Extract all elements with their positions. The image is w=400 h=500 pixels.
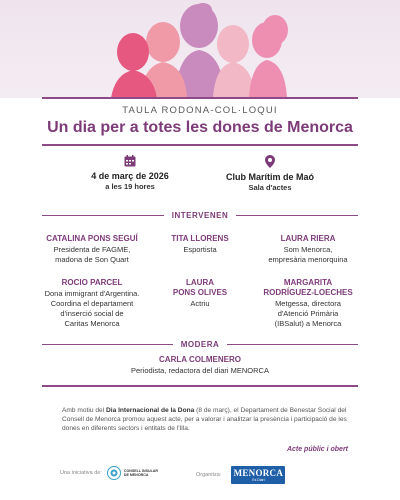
speaker-role: Esportista	[183, 245, 217, 254]
moderator-block	[0, 355, 400, 375]
speaker-name: LAURA PONS OLIVES	[172, 278, 228, 297]
organizer-footer	[196, 466, 285, 484]
speaker-name: TITA LLORENS	[171, 234, 229, 243]
speakers-section-header	[42, 211, 358, 220]
speaker-role: Metgessa, directora d'Atenció Primària (IBSalut) a Menorca	[274, 299, 342, 328]
menorca-logo-text: MENORCA	[233, 467, 284, 478]
public-event-note: Acte públic i obert	[286, 446, 348, 453]
speaker-card	[34, 234, 150, 265]
section-line-right	[236, 215, 358, 217]
speaker-role: Presidenta de FAGME, madona de Son Quart	[53, 245, 131, 264]
moderator-name: CARLA COLMENERO	[159, 355, 241, 364]
location-pin-icon	[265, 155, 275, 168]
speakers-label: INTERVENEN	[171, 211, 229, 220]
header-banner	[0, 0, 400, 98]
moderator-label: MODERA	[180, 340, 220, 349]
section-line-left	[42, 215, 164, 217]
speaker-name: LAURA RIERA	[280, 234, 336, 243]
initiative-label: Una iniciativa de:	[60, 470, 102, 476]
venue-block	[190, 155, 350, 192]
event-date: 4 de març de 2026	[91, 171, 169, 181]
section-line-right	[227, 344, 358, 346]
speaker-card	[142, 234, 258, 255]
speaker-card	[250, 234, 366, 265]
event-kicker: TAULA RODONA-COL·LOQUI	[122, 105, 278, 116]
menorca-newspaper-logo	[231, 466, 285, 484]
silhouette-right-back	[213, 25, 255, 98]
top-divider	[42, 97, 358, 99]
speaker-name: ROCIO PARCEL	[61, 278, 123, 287]
consell-name-line-2: DE MENORCA	[123, 473, 149, 477]
description-highlight: Dia Internacional de la Dona	[105, 407, 195, 414]
speaker-card	[142, 278, 258, 309]
speaker-role: Actriu	[190, 299, 210, 308]
date-block	[50, 155, 210, 191]
speaker-role: Dona immigrant d'Argentina. Coordina el departament d'inserció social de Caritas Menorca	[44, 289, 140, 328]
consell-insular-logo	[107, 466, 158, 480]
speaker-name: MARGARITA RODRÍGUEZ-LOECHES	[263, 278, 353, 297]
speaker-name: CATALINA PONS SEGUÍ	[46, 234, 138, 243]
women-silhouettes-illustration	[95, 2, 305, 98]
consell-emblem-icon	[107, 466, 121, 480]
menorca-logo-subtext: Es Diari	[252, 477, 265, 482]
title-divider	[42, 144, 358, 146]
bottom-divider	[42, 385, 358, 387]
page-title: Un dia per a totes les dones de Menorca	[47, 119, 353, 136]
organizer-label: Organitza:	[196, 472, 222, 478]
consell-name-line-1: CONSELL INSULAR	[123, 468, 158, 473]
speaker-card	[34, 278, 150, 329]
section-line-left	[42, 344, 173, 346]
event-description: Amb motiu del Dia Internacional de la Dona (8 de març), el Departament de Benestar Social del Consell de Menorca promou aquest acte, per a valorar i analitzar la presència i participació de les dones en diferents sectors i entitats de l'Illa.	[62, 407, 347, 432]
moderator-role: Periodista, redactora del diari MENORCA	[131, 366, 269, 375]
speaker-card	[250, 278, 366, 329]
event-venue: Club Marítim de Maó	[225, 172, 314, 182]
speaker-role: Som Menorca, empresària menorquina	[268, 245, 348, 264]
event-time: a les 19 hores	[105, 182, 155, 191]
initiative-footer	[60, 466, 158, 480]
event-room: Sala d'actes	[248, 183, 292, 192]
calendar-icon	[124, 155, 136, 167]
silhouette-far-right	[249, 15, 288, 98]
moderator-section-header	[42, 340, 358, 349]
